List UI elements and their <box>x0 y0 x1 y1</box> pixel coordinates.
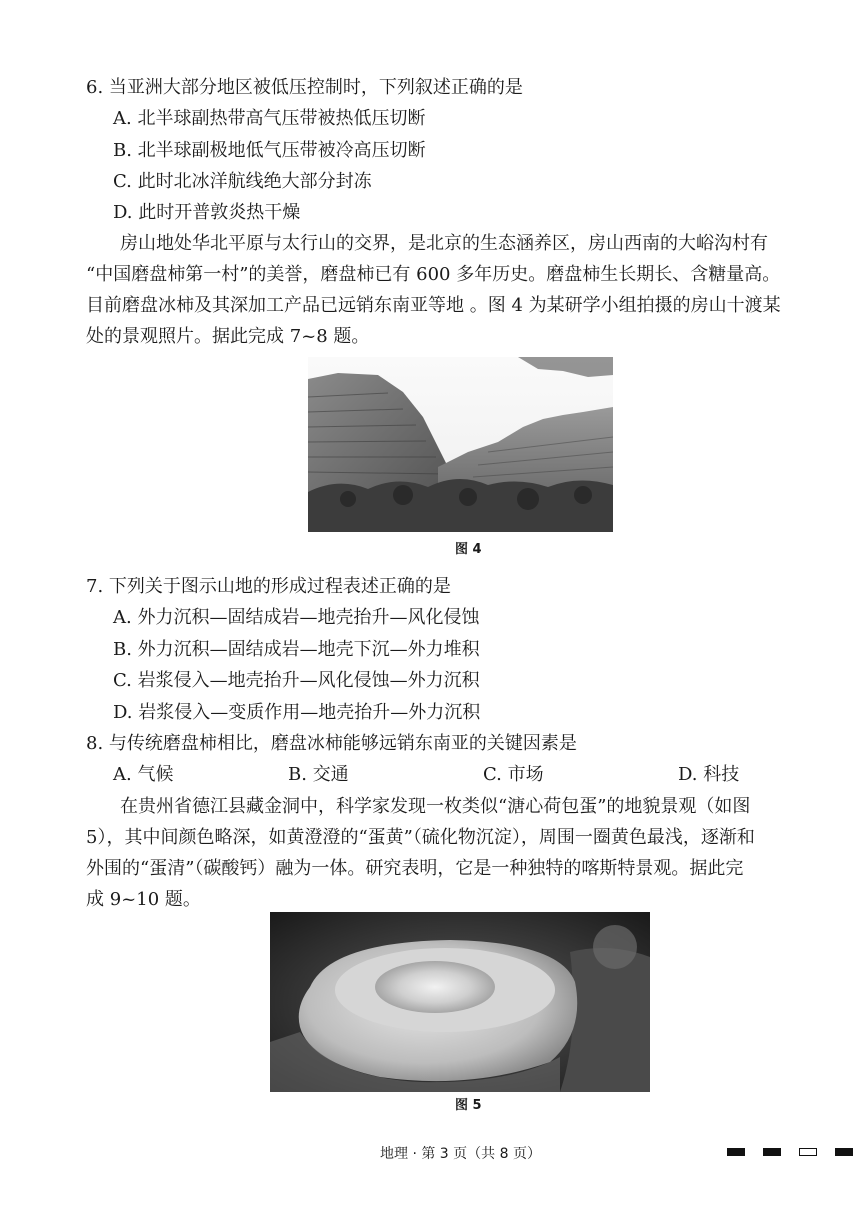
question-8-option-c: C. 市场 <box>483 764 544 785</box>
question-7-option-d: D. 岩浆侵入—变质作用—地壳抬升—外力沉积 <box>113 702 481 723</box>
passage-2-line-3: 外围的“蛋清”（碳酸钙）融为一体。研究表明，它是一种独特的喀斯特景观。据此完 <box>86 858 744 879</box>
passage-1-line-4: 处的景观照片。据此完成 7~8 题。 <box>86 326 370 347</box>
passage-1-line-1: 房山地处华北平原与太行山的交界，是北京的生态涵养区，房山西南的大峪沟村有 <box>120 233 768 254</box>
question-8-option-d: D. 科技 <box>678 764 740 785</box>
question-7-option-a: A. 外力沉积—固结成岩—地壳抬升—风化侵蚀 <box>113 607 480 628</box>
figure-4-caption: 图 4 <box>455 542 482 557</box>
passage-2-line-2: 5），其中间颜色略深，如黄澄澄的“蛋黄”（硫化物沉淀），周围一圈黄色最浅，逐渐和 <box>86 827 755 848</box>
question-6-option-b: B. 北半球副极地低气压带被冷高压切断 <box>113 140 426 161</box>
passage-2-line-1: 在贵州省德江县藏金洞中，科学家发现一枚类似“溏心荷包蛋”的地貌景观（如图 <box>120 796 751 817</box>
figure-5-karst-photo <box>270 912 650 1092</box>
passage-1-line-3: 目前磨盘冰柿及其深加工产品已远销东南亚等地 。图 4 为某研学小组拍摄的房山十渡某 <box>86 295 781 316</box>
black-square-marker-icon <box>727 1148 745 1156</box>
question-8-stem: 8. 与传统磨盘柿相比，磨盘冰柿能够远销东南亚的关键因素是 <box>86 733 577 754</box>
figure-5-caption: 图 5 <box>455 1098 482 1113</box>
passage-1-line-2: “中国磨盘柿第一村”的美誉，磨盘柿已有 600 多年历史。磨盘柿生长期长、含糖量高。 <box>86 264 781 285</box>
question-6-stem: 6. 当亚洲大部分地区被低压控制时，下列叙述正确的是 <box>86 77 523 98</box>
black-square-marker-icon <box>835 1148 853 1156</box>
question-8-option-a: A. 气候 <box>113 764 174 785</box>
page-number-text: 地理 · 第 3 页（共 8 页） <box>380 1146 541 1162</box>
question-7-option-b: B. 外力沉积—固结成岩—地壳下沉—外力堆积 <box>113 639 480 660</box>
question-8-options <box>113 764 813 786</box>
figure-4-mountain-photo <box>308 357 613 532</box>
black-square-marker-icon <box>763 1148 781 1156</box>
question-8-option-b: B. 交通 <box>288 764 349 785</box>
question-6-option-a: A. 北半球副热带高气压带被热低压切断 <box>113 108 426 129</box>
question-6-option-d: D. 此时开普敦炎热干燥 <box>113 202 301 223</box>
page-footer <box>0 1140 867 1164</box>
question-7-stem: 7. 下列关于图示山地的形成过程表述正确的是 <box>86 576 451 597</box>
passage-2-line-4: 成 9~10 题。 <box>86 889 201 910</box>
hollow-square-marker-icon <box>799 1148 817 1156</box>
question-7-option-c: C. 岩浆侵入—地壳抬升—风化侵蚀—外力沉积 <box>113 670 480 691</box>
question-6-option-c: C. 此时北冰洋航线绝大部分封冻 <box>113 171 372 192</box>
